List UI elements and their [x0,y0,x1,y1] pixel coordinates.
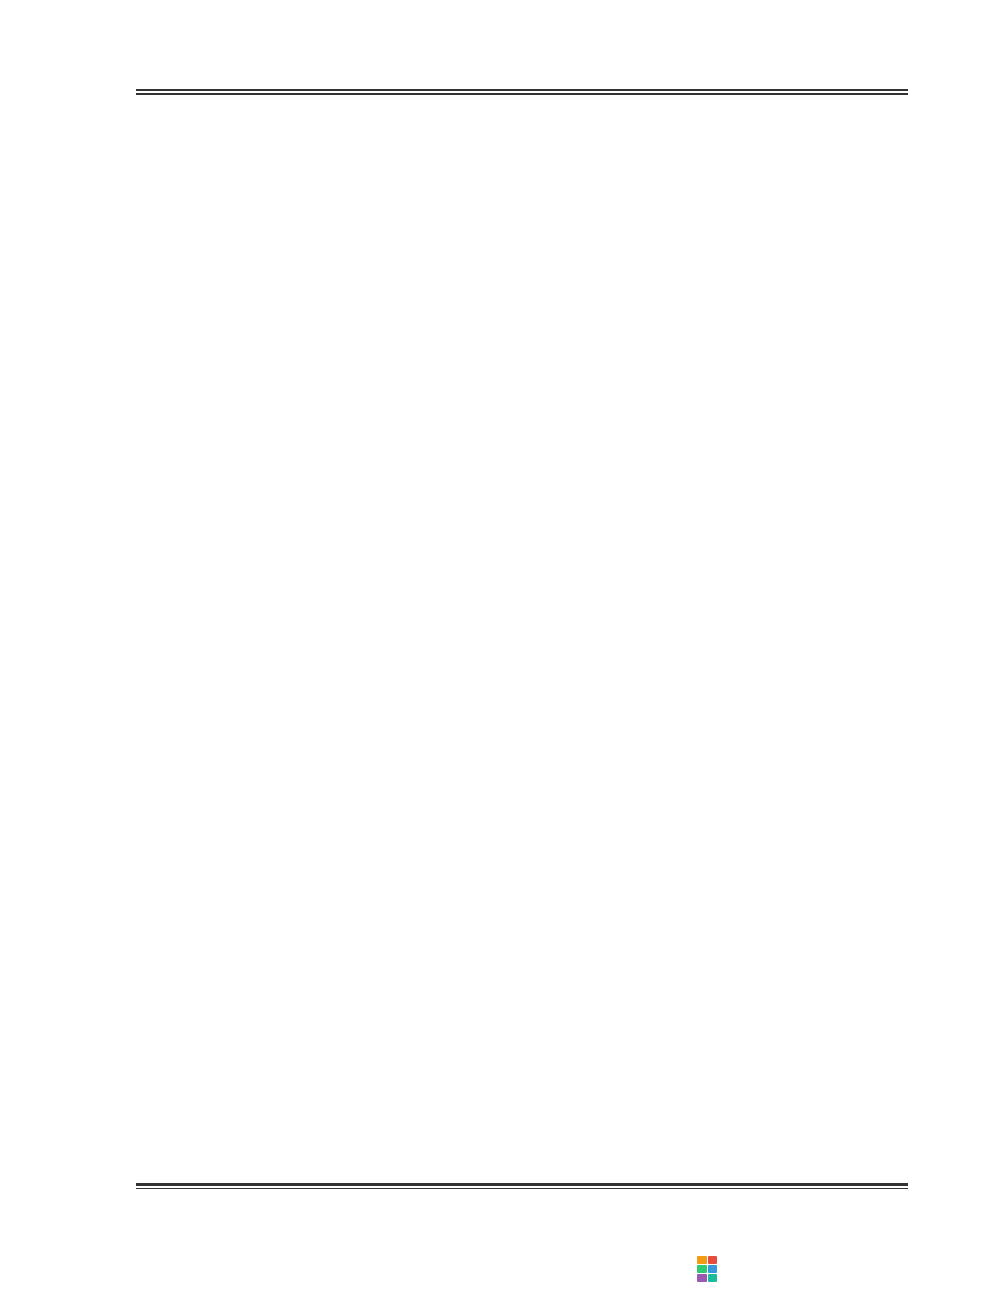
bottom-rule [136,1183,908,1189]
top-rule [136,89,908,95]
liveworksheets-logo [697,1252,721,1286]
logo-blocks-icon [697,1256,717,1282]
